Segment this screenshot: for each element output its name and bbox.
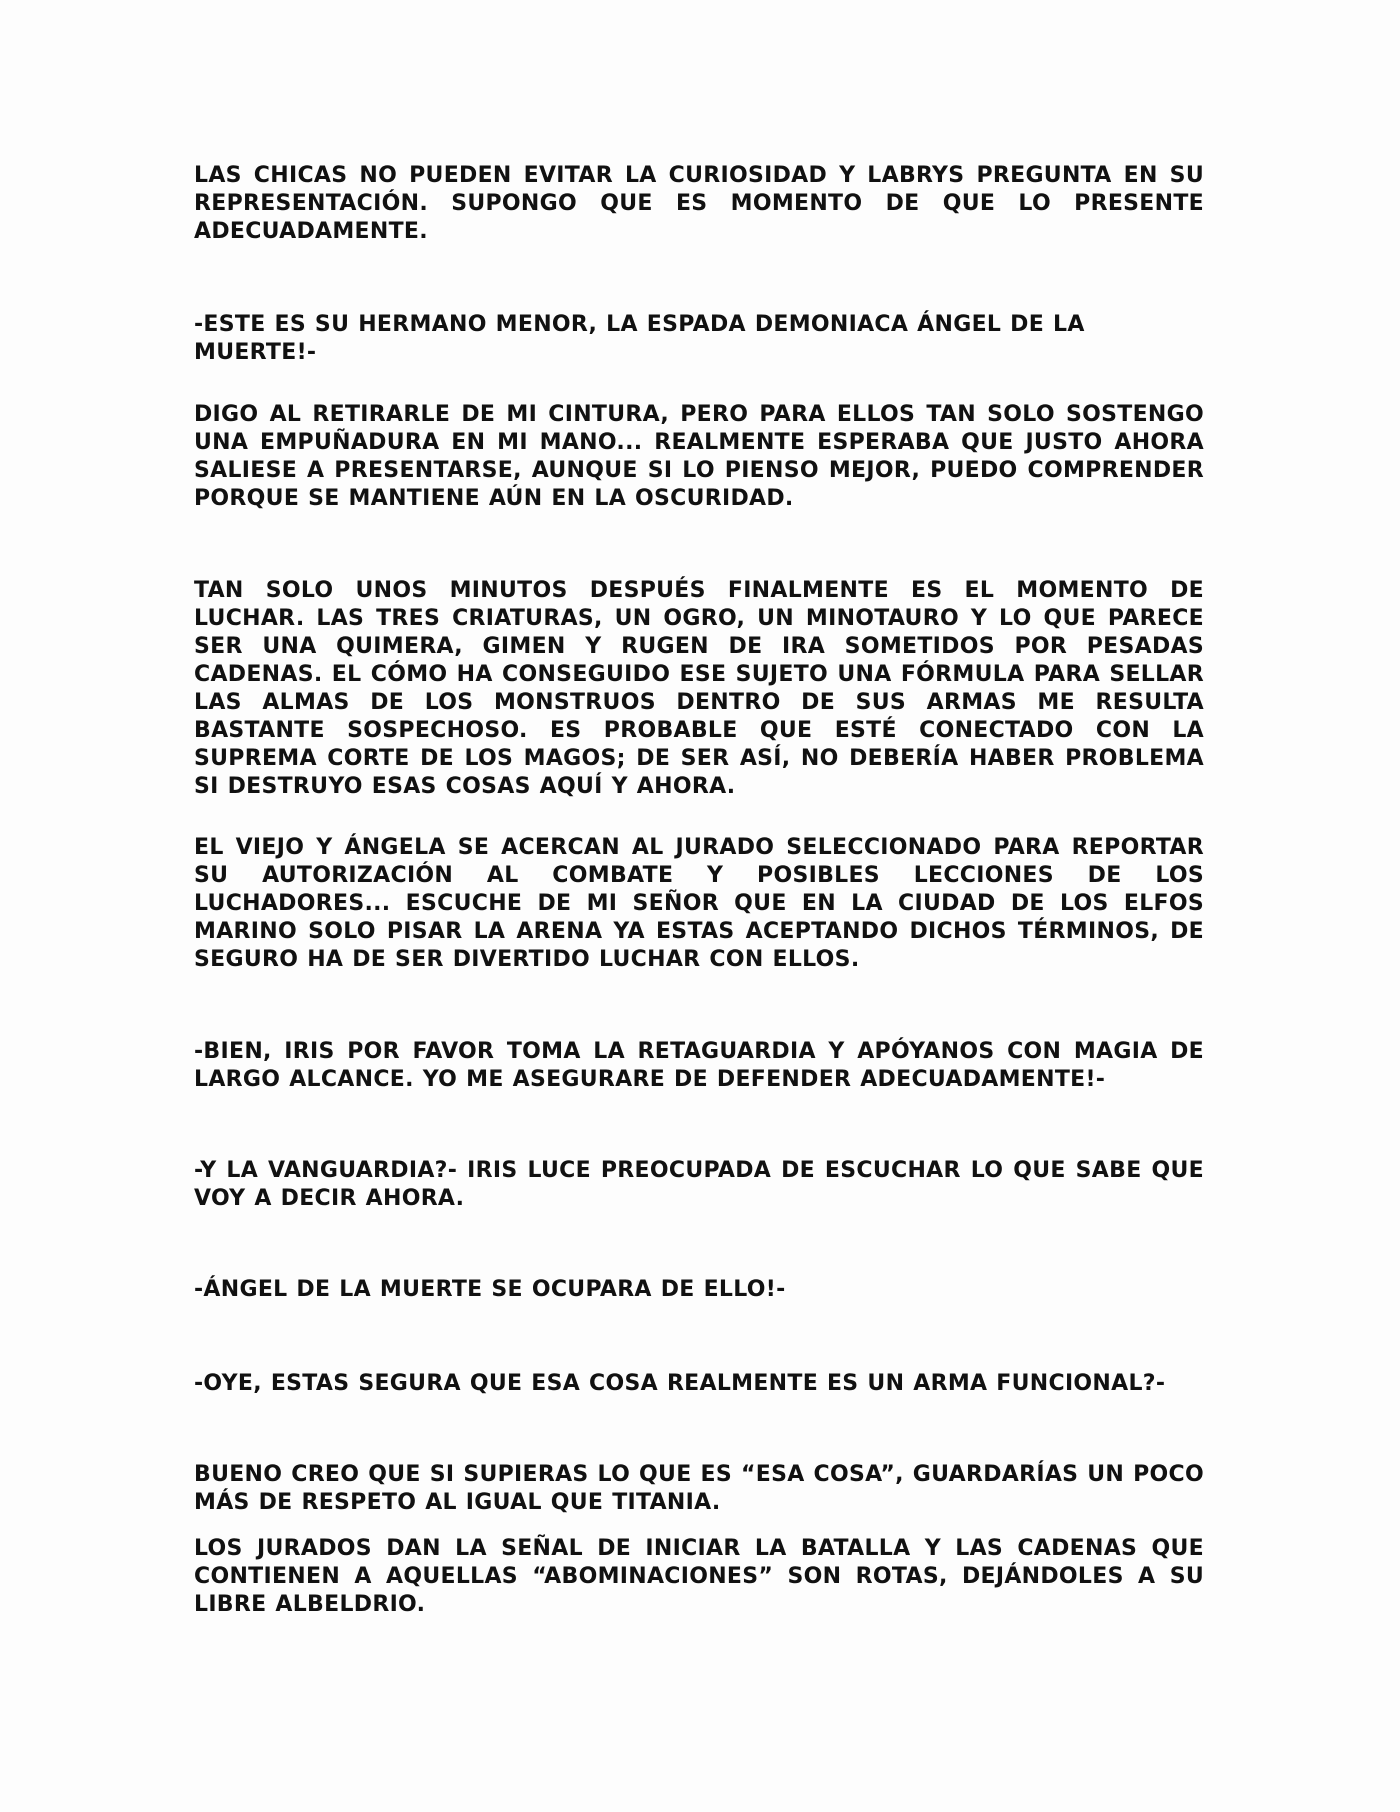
dialogue-line-4: -ÁNGEL DE LA MUERTE SE OCUPARA DE ELLO!- (194, 1277, 786, 1302)
dialogue-line-2: -BIEN, IRIS POR FAVOR TOMA LA RETAGUARDIA Y APÓYANOS CON MAGIA DE LARGO ALCANCE. YO ME ASEGURARE DE DEFENDER ADECUADAMENTE!- (194, 1039, 1204, 1092)
dialogue-line-5: -OYE, ESTAS SEGURA QUE ESA COSA REALMENTE ES UN ARMA FUNCIONAL?- (194, 1371, 1166, 1396)
dialogue-line-3: -Y LA VANGUARDIA?- IRIS LUCE PREOCUPADA DE ESCUCHAR LO QUE SABE QUE VOY A DECIR AHORA. (194, 1158, 1204, 1211)
paragraph-1: LAS CHICAS NO PUEDEN EVITAR LA CURIOSIDAD Y LABRYS PREGUNTA EN SU REPRESENTACIÓN. SUPONGO QUE ES MOMENTO DE QUE LO PRESENTE ADECUADAMENTE. (194, 163, 1204, 244)
dialogue-line-1: -ESTE ES SU HERMANO MENOR, LA ESPADA DEMONIACA ÁNGEL DE LA MUERTE!- (194, 312, 1085, 365)
paragraph-6: LOS JURADOS DAN LA SEÑAL DE INICIAR LA BATALLA Y LAS CADENAS QUE CONTIENEN A AQUELLAS “ABOMINACIONES” SON ROTAS, DEJÁNDOLES A SU LIBRE ALBELDRIO. (194, 1536, 1204, 1617)
paragraph-2: DIGO AL RETIRARLE DE MI CINTURA, PERO PARA ELLOS TAN SOLO SOSTENGO UNA EMPUÑADURA EN MI MANO... REALMENTE ESPERABA QUE JUSTO AHORA SALIESE A PRESENTARSE, AUNQUE SI LO PIENSO MEJOR, PUEDO COMPRENDER PORQUE SE MANTIENE AÚN EN LA OSCURIDAD. (194, 402, 1204, 511)
paragraph-5: BUENO CREO QUE SI SUPIERAS LO QUE ES “ESA COSA”, GUARDARÍAS UN POCO MÁS DE RESPETO AL IGUAL QUE TITANIA. (194, 1462, 1204, 1515)
paragraph-3: TAN SOLO UNOS MINUTOS DESPUÉS FINALMENTE ES EL MOMENTO DE LUCHAR. LAS TRES CRIATURAS, UN OGRO, UN MINOTAURO Y LO QUE PARECE SER UNA QUIMERA, GIMEN Y RUGEN DE IRA SOMETIDOS POR PESADAS CADENAS. EL CÓMO HA CONSEGUIDO ESE SUJETO UNA FÓRMULA PARA SELLAR LAS ALMAS DE LOS MONSTRUOS DENTRO DE SUS ARMAS ME RESULTA BASTANTE SOSPECHOSO. ES PROBABLE QUE ESTÉ CONECTADO CON LA SUPREMA CORTE DE LOS MAGOS; DE SER ASÍ, NO DEBERÍA HABER PROBLEMA SI DESTRUYO ESAS COSAS AQUÍ Y AHORA. (194, 578, 1204, 799)
paragraph-4: EL VIEJO Y ÁNGELA SE ACERCAN AL JURADO SELECCIONADO PARA REPORTAR SU AUTORIZACIÓN AL COMBATE Y POSIBLES LECCIONES DE LOS LUCHADORES... ESCUCHE DE MI SEÑOR QUE EN LA CIUDAD DE LOS ELFOS MARINO SOLO PISAR LA ARENA YA ESTAS ACEPTANDO DICHOS TÉRMINOS, DE SEGURO HA DE SER DIVERTIDO LUCHAR CON ELLOS. (194, 835, 1204, 972)
